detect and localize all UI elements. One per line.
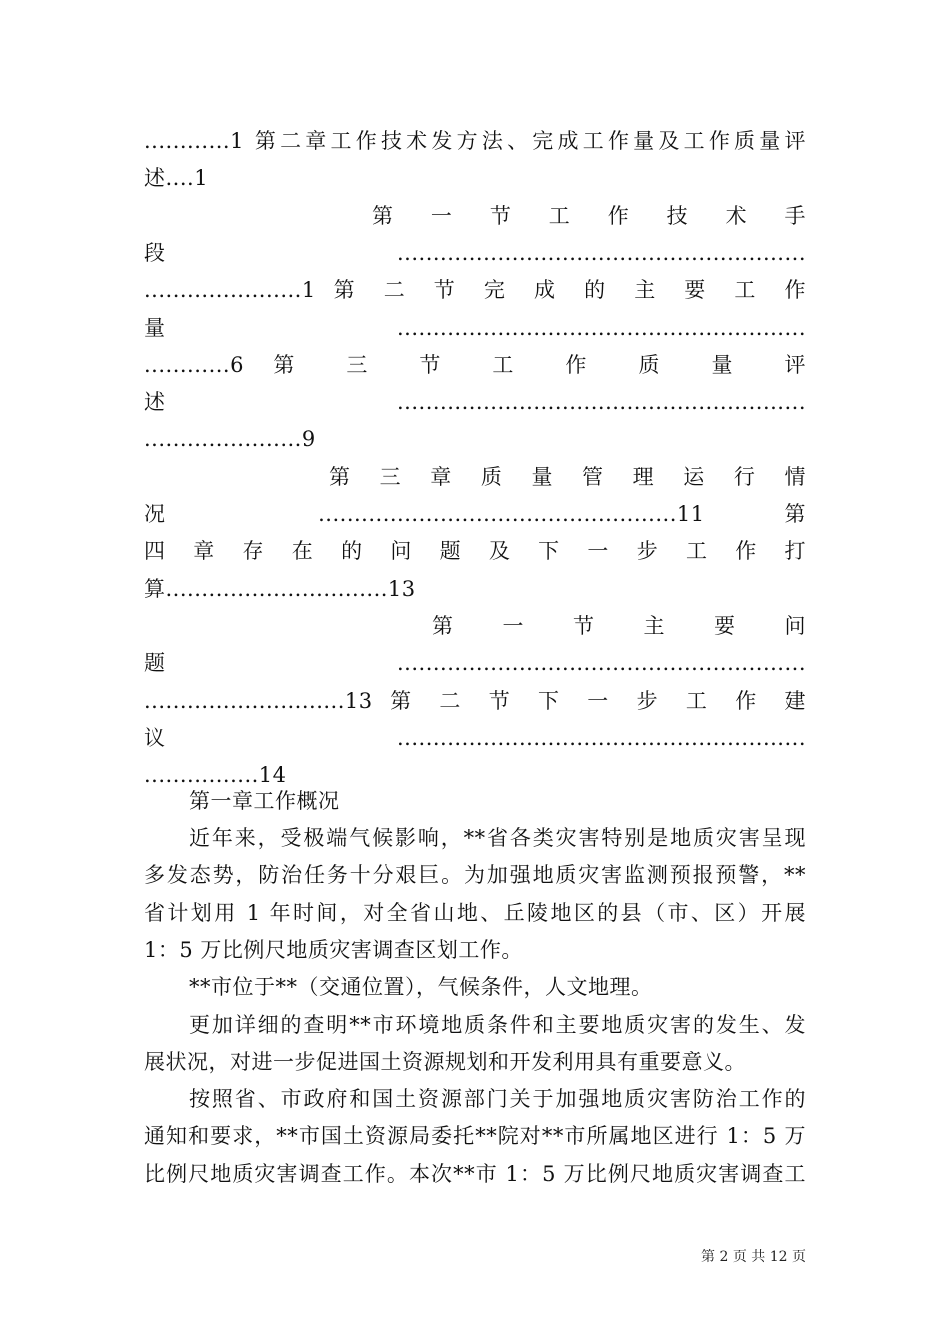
paragraph-line: 近年来，受极端气候影响，**省各类灾害特别是地质灾害呈现 <box>189 826 806 850</box>
paragraph-line: **市位于**（交通位置），气候条件，人文地理。 <box>189 975 653 1000</box>
toc-line: 第 三 章 质 量 管 理 运 行 情 <box>329 464 806 489</box>
toc-line: 量......................................................... <box>144 315 806 340</box>
toc-line: ......................9 <box>144 427 316 452</box>
toc-line: ............1 第二章工作技术发方法、完成工作量及工作质量评 <box>144 129 806 153</box>
toc-line: 第 一 节 主 要 问 <box>432 613 806 638</box>
toc-line: 四 章 存 在 的 问 题 及 下 一 步 工 作 打 <box>144 539 806 564</box>
toc-line: 第 一 节 工 作 技 术 手 <box>372 203 806 228</box>
paragraph-line: 展状况，对进一步促进国土资源规划和开发利用具有重要意义。 <box>144 1049 746 1074</box>
toc-line: ................14 <box>144 763 287 788</box>
toc-line: 段......................................................... <box>144 240 806 265</box>
toc-line: 议......................................................... <box>144 725 806 750</box>
toc-line: 述......................................................... <box>144 390 806 415</box>
paragraph-line: 更加详细的查明**市环境地质条件和主要地质灾害的发生、发 <box>189 1012 806 1037</box>
toc-line: ......................1 第 二 节 完 成 的 主 要 工 作 <box>144 278 806 303</box>
paragraph-line: 按照省、市政府和国土资源部门关于加强地质灾害防治工作的 <box>189 1087 806 1112</box>
toc-line: ............6 第 三 节 工 作 质 量 评 <box>144 352 806 377</box>
paragraph-line: 比例尺地质灾害调查工作。本次**市 1：5 万比例尺地质灾害调查工 <box>144 1161 806 1186</box>
paragraph-line: 省计划用 1 年时间，对全省山地、丘陵地区的县（市、区）开展 <box>144 900 806 925</box>
paragraph-line: 多发态势，防治任务十分艰巨。为加强地质灾害监测预报预警，** <box>144 863 806 888</box>
toc-line: 题......................................................... <box>144 651 806 676</box>
page-footer: 第 2 页 共 12 页 <box>701 1249 806 1265</box>
toc-line: ............................13 第 二 节 下 一 步 工 作 建 <box>144 688 806 713</box>
paragraph-line: 1：5 万比例尺地质灾害调查区划工作。 <box>144 937 523 962</box>
chapter-title: 第一章工作概况 <box>189 789 340 813</box>
toc-line: 况 ..................................................11 第 <box>144 502 806 526</box>
paragraph-line: 通知和要求，**市国土资源局委托**院对**市所属地区进行 1：5 万 <box>144 1124 806 1149</box>
toc-line: 述....1 <box>144 166 209 191</box>
toc-line: 算...............................13 <box>144 576 416 601</box>
